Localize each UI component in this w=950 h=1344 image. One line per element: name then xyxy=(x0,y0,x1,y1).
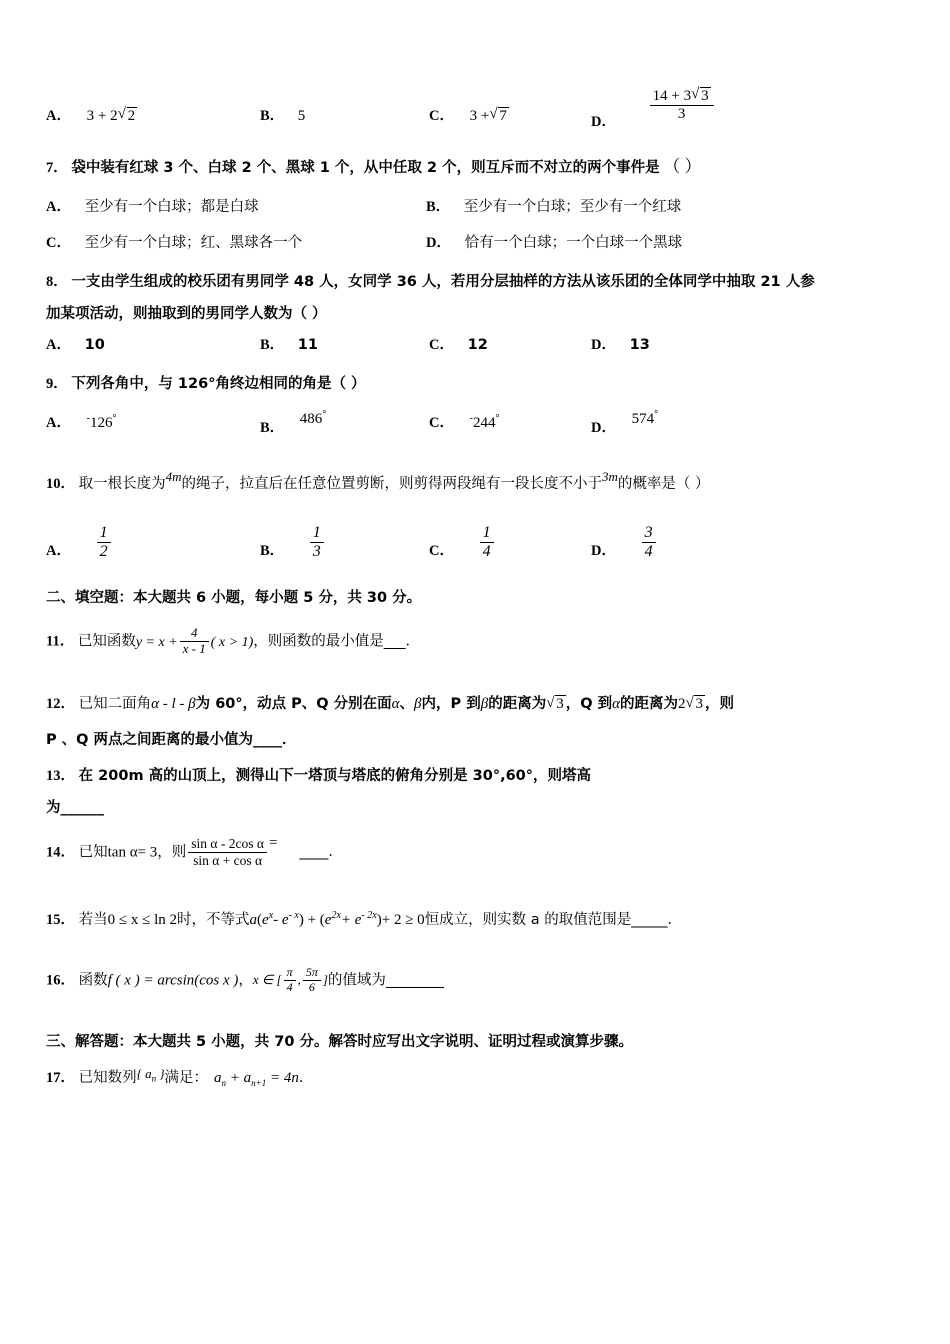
q14-stem xyxy=(46,837,908,883)
q9-option-a-label: A． xyxy=(46,415,71,431)
q15-expression: $a(e^x-$ $e^{- x}) + (e^{2x}+ e^{- 2x})+ 2 \ge 0$ xyxy=(249,910,425,928)
q7-option-d-text: 恰有一个白球；一个白球一个黑球 xyxy=(464,235,683,251)
q6-option-a[interactable] xyxy=(46,104,137,125)
q12-dihedral: α - l - β xyxy=(151,696,196,712)
page-content xyxy=(46,80,908,1094)
q8-text-1: 一支由学生组成的校乐团有男同学 48 人，女同学 36 人，若用分层抽样的方法从该乐团的全体同学中抽取 21 人参 xyxy=(71,274,815,290)
q6-option-d-label: D． xyxy=(591,113,616,130)
q16-domain-num-2: 5π xyxy=(303,966,321,981)
q8-option-b[interactable] xyxy=(260,333,318,354)
q12-text-3: 、 xyxy=(399,696,415,712)
q6-d-num xyxy=(650,87,714,106)
q10-text-1: 取一根长度为 xyxy=(78,476,166,492)
q14-text-2: ，则 xyxy=(157,844,187,861)
q6-option-b-value: 5 xyxy=(297,108,306,124)
q16-domain-comma: , xyxy=(297,972,301,988)
q7-option-b-text: 至少有一个白球；至少有一个红球 xyxy=(463,199,682,215)
q6-option-a-value xyxy=(87,108,137,124)
q10-option-d-value xyxy=(642,524,656,562)
q10-option-d[interactable] xyxy=(591,525,658,563)
q11-frac-den: x - 1 xyxy=(182,640,206,656)
q10-c-den: 4 xyxy=(482,543,491,561)
q9-option-c-label: C． xyxy=(429,415,454,431)
q15-term-2: - e xyxy=(273,912,289,928)
q11-expr-y: y = x + xyxy=(135,634,178,650)
q16-number: 16． xyxy=(46,972,75,989)
q8-option-a[interactable] xyxy=(46,333,105,354)
q9-a-prefix: - xyxy=(86,413,90,424)
q8-option-c-label: C． xyxy=(429,337,454,353)
q7-option-d[interactable] xyxy=(426,231,682,252)
q8-stem-line1 xyxy=(46,271,908,293)
q15-stem xyxy=(46,905,908,943)
q9-b-suffix: ° xyxy=(322,409,327,420)
q10-option-a-value xyxy=(97,524,111,562)
q9-option-b-label: B． xyxy=(260,420,285,436)
q10-option-d-label: D． xyxy=(591,543,616,560)
q8-option-c[interactable] xyxy=(429,333,488,354)
q10-d-den: 4 xyxy=(644,543,653,561)
q7-option-b[interactable] xyxy=(426,195,681,216)
q7-option-a-text: 至少有一个白球；都是白球 xyxy=(84,199,259,215)
q9-a-value: 126 xyxy=(89,415,113,431)
q8-option-a-text: 10 xyxy=(84,337,105,353)
q11-text-2: ，则函数的最小值是___． xyxy=(253,633,421,650)
q9-option-c[interactable] xyxy=(429,411,499,432)
q10-b-den: 3 xyxy=(312,543,321,561)
q8-option-b-label: B． xyxy=(260,337,285,353)
q9-b-value: 486 xyxy=(299,411,323,427)
q16-text-1: 函数 xyxy=(78,972,108,989)
q9-a-suffix: ° xyxy=(112,413,117,424)
q7-stem xyxy=(46,156,908,179)
q16-domain-den-2: 6 xyxy=(308,979,315,994)
q6-option-c-label: C． xyxy=(429,108,454,124)
q7-paren: （ ） xyxy=(663,157,702,176)
q9-text: 下列各角中，与 126°角终边相同的角是（ ） xyxy=(71,376,366,392)
q10-length-2: 3m xyxy=(602,469,618,484)
q13-stem-line1 xyxy=(46,765,908,787)
q9-number: 9． xyxy=(46,376,68,392)
q17-number: 17． xyxy=(46,1070,75,1086)
q6-d-num-pre: 14 + 3 xyxy=(652,88,692,104)
q16-domain-den-1: 4 xyxy=(286,979,293,994)
q8-number: 8． xyxy=(46,274,68,290)
q9-c-prefix: - xyxy=(469,413,473,424)
section-2-heading-text: 二、填空题：本大题共 6 小题，每小题 5 分，共 30 分。 xyxy=(46,590,422,606)
q13-number: 13． xyxy=(46,768,75,784)
q9-option-d[interactable] xyxy=(591,409,659,436)
q7-option-b-label: B． xyxy=(426,199,451,215)
q16-function: f ( x ) = arcsin(cos x ) xyxy=(107,972,239,989)
q11-stem xyxy=(46,627,908,667)
q9-options-row xyxy=(46,411,908,459)
q6-option-b[interactable] xyxy=(260,104,305,125)
q9-option-b-value xyxy=(300,411,327,427)
q14-number: 14． xyxy=(46,844,75,861)
q10-a-num: 1 xyxy=(97,524,111,543)
q9-option-b[interactable] xyxy=(260,409,327,436)
q13-text-1: 在 200m 高的山顶上，测得山下一塔顶与塔底的俯角分别是 30°,60°，则塔高 xyxy=(78,768,592,784)
q8-option-b-text: 11 xyxy=(297,337,318,353)
q11-number: 11． xyxy=(46,633,75,650)
q16-text-3: 的值域为________ xyxy=(327,972,444,989)
q14-frac-num: sin α - 2cos α xyxy=(188,836,267,853)
q7-option-a-label: A． xyxy=(46,199,71,215)
q9-option-a[interactable] xyxy=(46,411,116,432)
q14-blank: ____． xyxy=(299,844,343,861)
q16-stem xyxy=(46,967,908,1011)
q11-expression xyxy=(135,625,254,656)
q10-length-1: 4m xyxy=(165,469,182,484)
q6-option-d[interactable] xyxy=(591,88,716,130)
q7-number: 7． xyxy=(46,160,68,176)
q15-range: 0 ≤ x ≤ ln 2 xyxy=(107,912,178,928)
q14-fraction xyxy=(188,836,267,868)
q16-text-2: ， xyxy=(238,972,253,989)
q6-d-den: 3 xyxy=(677,106,686,123)
q12-d2-coef: 2 xyxy=(677,696,686,712)
q8-option-d[interactable] xyxy=(591,333,650,354)
q12-alpha-2: α xyxy=(612,696,620,712)
q7-option-c[interactable] xyxy=(46,231,302,252)
q17-text-1: 已知数列 xyxy=(78,1070,137,1086)
q10-stem xyxy=(46,469,908,495)
q10-c-num: 1 xyxy=(480,524,494,543)
q14-equals: = xyxy=(268,835,278,852)
q9-stem xyxy=(46,373,908,395)
q10-option-c-label: C． xyxy=(429,543,454,560)
q16-domain xyxy=(252,965,328,994)
q6-options-row xyxy=(46,80,908,138)
q11-text-1: 已知函数 xyxy=(77,633,136,650)
q10-options-row xyxy=(46,515,908,577)
q12-text-7: 的距离为 xyxy=(619,696,678,712)
q6-c-rad: 7 xyxy=(499,108,507,124)
q17-formula: $a_n + a_{n+1} = 4n$ xyxy=(214,1070,299,1088)
q14-text-1: 已知 xyxy=(78,844,108,861)
q10-number: 10． xyxy=(46,476,75,492)
q12-text-6: ，Q 到 xyxy=(565,696,613,712)
q12-number: 12． xyxy=(46,696,75,712)
q9-option-a-value xyxy=(87,415,117,431)
q6-option-c-value xyxy=(470,108,509,124)
q12-text-4: 内，P 到 xyxy=(421,696,481,712)
q15-term-tail: + 2 ≥ 0 xyxy=(381,912,425,928)
q10-option-c[interactable] xyxy=(429,525,496,563)
q16-domain-num-1: π xyxy=(284,966,296,981)
q13-stem-line2 xyxy=(46,797,908,819)
q7-option-c-label: C． xyxy=(46,235,71,251)
q17-text-2: 满足： xyxy=(164,1070,209,1086)
q15-coef-a: a xyxy=(249,912,258,928)
q8-options-row xyxy=(46,333,908,367)
q10-option-b-value xyxy=(310,524,324,562)
q13-text-2: 为______ xyxy=(46,800,104,816)
q8-stem-line2 xyxy=(46,303,908,325)
q12-dist-1 xyxy=(546,696,566,712)
q10-option-a-label: A． xyxy=(46,543,71,560)
q16-domain-pre: x ∈ [ xyxy=(252,972,282,988)
section-3-heading xyxy=(46,1031,908,1053)
q9-d-suffix: ° xyxy=(654,409,659,420)
q10-option-b[interactable] xyxy=(260,525,326,563)
q15-text-3: 恒成立，则实数 a 的取值范围是_____． xyxy=(424,912,683,928)
q10-d-num: 3 xyxy=(642,524,656,543)
q6-option-a-label: A． xyxy=(46,108,71,124)
q9-option-d-value xyxy=(632,411,659,427)
q6-a-rad: 2 xyxy=(127,108,136,124)
q6-d-num-rad: 3 xyxy=(701,88,709,104)
q7-option-a[interactable] xyxy=(46,195,259,216)
q10-option-a[interactable] xyxy=(46,525,113,563)
q12-alpha-1: α xyxy=(391,696,400,712)
q15-text-2: 时，不等式 xyxy=(177,912,250,928)
q12-d2-rad: 3 xyxy=(695,696,703,712)
q6-c-pre: 3 + xyxy=(469,108,490,124)
q6-a-pre: 3 + 2 xyxy=(86,108,118,124)
q9-c-suffix: ° xyxy=(495,413,500,424)
q6-option-b-label: B． xyxy=(260,108,285,124)
q15-term-1: e xyxy=(262,912,269,928)
q10-text-2: 的绳子，拉直后在任意位置剪断，则剪得两段绳有一段长度不小于 xyxy=(181,476,603,492)
q6-option-c[interactable] xyxy=(429,104,509,125)
q6-option-d-value xyxy=(650,87,714,124)
q14-tan: tan α xyxy=(107,844,138,861)
q8-option-c-text: 12 xyxy=(467,337,488,353)
q12-text-8: ，则 xyxy=(704,696,734,712)
q16-domain-post: ] xyxy=(322,972,328,988)
q15-number: 15． xyxy=(46,912,75,928)
q14-eq: = 3 xyxy=(137,844,158,861)
q14-frac-den: sin α + cos α xyxy=(193,852,263,868)
q10-option-c-value xyxy=(480,524,494,562)
q15-term-4: + e xyxy=(340,912,362,928)
q7-option-c-text: 至少有一个白球；红、黑球各一个 xyxy=(84,235,303,251)
q8-option-d-text: 13 xyxy=(629,337,650,353)
q7-options-row-1 xyxy=(46,195,908,231)
q10-a-den: 2 xyxy=(99,543,108,561)
q12-stem-line2 xyxy=(46,729,908,751)
q7-text: 袋中装有红球 3 个、白球 2 个、黑球 1 个，从中任取 2 个，则互斥而不对立的两个事件是 xyxy=(71,160,660,176)
q17-stem xyxy=(46,1067,908,1094)
q12-beta-1: β xyxy=(414,696,422,712)
q10-option-b-label: B． xyxy=(260,543,285,560)
q9-option-d-label: D． xyxy=(591,420,616,436)
q11-condition: ( x > 1) xyxy=(210,634,254,650)
q12-d1-rad: 3 xyxy=(556,696,564,712)
q12-dist-2 xyxy=(678,696,705,712)
q8-text-2: 加某项活动，则抽取到的男同学人数为（ ） xyxy=(46,306,327,322)
q12-text-1: 已知二面角 xyxy=(78,696,152,712)
q10-text-3: 的概率是（ ） xyxy=(617,476,710,492)
q17-text-3: ． xyxy=(298,1070,314,1086)
q12-text-5: 的距离为 xyxy=(488,696,547,712)
q12-text-line2: P 、Q 两点之间距离的最小值为____． xyxy=(46,732,297,748)
q12-stem-line1 xyxy=(46,693,908,715)
q15-text-1: 若当 xyxy=(78,912,108,928)
section-2-heading xyxy=(46,587,908,609)
q11-frac-num: 4 xyxy=(180,626,209,642)
q12-text-2: 为 60°，动点 P、Q 分别在面 xyxy=(195,696,392,712)
q17-sequence: { $a_n$ } xyxy=(136,1066,165,1084)
q7-options-row-2 xyxy=(46,231,908,265)
q10-b-num: 1 xyxy=(310,524,324,543)
q8-option-d-label: D． xyxy=(591,337,616,353)
q9-d-value: 574 xyxy=(631,411,655,427)
q9-c-value: 244 xyxy=(472,415,496,431)
q8-option-a-label: A． xyxy=(46,337,71,353)
q7-option-d-label: D． xyxy=(426,235,451,251)
q15-term-3: e xyxy=(324,912,332,928)
section-3-heading-text: 三、解答题：本大题共 5 小题，共 70 分。解答时应写出文字说明、证明过程或演算步骤。 xyxy=(46,1034,633,1050)
q12-beta-2: β xyxy=(480,696,489,712)
q9-option-c-value xyxy=(470,415,500,431)
